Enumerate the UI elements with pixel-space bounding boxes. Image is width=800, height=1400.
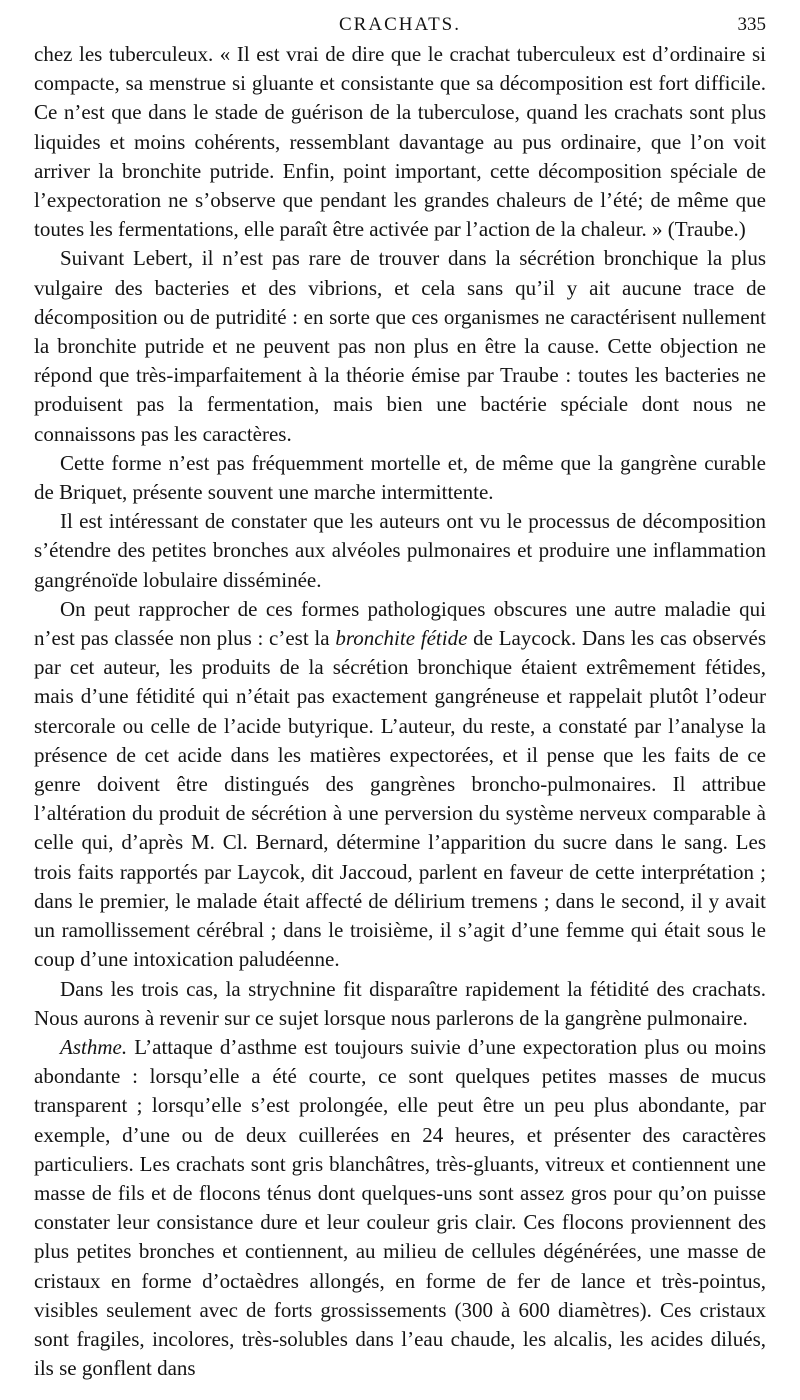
page-number: 335 bbox=[737, 14, 766, 35]
paragraph-text: Il est intéressant de constater que les auteurs ont vu le processus de décomposition s’étendre des petites bronches aux alvéoles pulmonaires et produire une inflammation gangrénoïde lobulaire disséminée. bbox=[34, 509, 766, 592]
paragraph-briquet bbox=[34, 449, 766, 507]
paragraph-decomposition bbox=[34, 507, 766, 595]
paragraph-text: chez les tuberculeux. « Il est vrai de dire que le crachat tuberculeux est d’ordinaire si compacte, sa menstrue si gluante et consistante que sa décomposition est fort difficile. Ce n’est que dans le stade de guérison de la tuberculose, quand les crachats sont plus liquides et moins cohérents, ressemblant davantage au pus ordinaire, que l’on voit arriver la bronchite putride. Enfin, point important, cette décomposition spéciale de l’expectoration ne s’observe que pendant les grandes chaleurs de l’été; de même que toutes les fermentations, elle paraît être activée par l’action de la chaleur. » (Traube.) bbox=[34, 42, 766, 242]
paragraph-text-after: L’attaque d’asthme est toujours suivie d’une expectoration plus ou moins abondante : lorsqu’elle a été courte, ce sont quelques petites masses de mucus transparent ; lorsqu’elle s’est prolongée, elle peut être un peu plus abondante, par exemple, d’une ou de deux cuillerées en 24 heures, et présenter des caractères particuliers. Les crachats sont gris blanchâtres, très-gluants, vitreux et contiennent une masse de fils et de flocons ténus dont quelques-uns sont assez gros pour qu’on puisse constater leur consistance dure et leur couleur gris clair. Ces flocons proviennent des plus petites bronches et contiennent, au milieu de cellules dégénérées, une masse de cristaux en forme d’octaèdres allongés, en forme de fer de lance et très-pointus, visibles seulement avec de forts grossissements (300 à 600 diamètres). Ces cristaux sont fragiles, incolores, très-solubles dans l’eau chaude, les alcalis, les acides dilués, ils se gonflent dans bbox=[34, 1034, 766, 1381]
body-text bbox=[34, 40, 766, 1383]
paragraph-lebert bbox=[34, 244, 766, 448]
paragraph-text: Dans les trois cas, la strychnine fit disparaître rapidement la fétidité des crachats. Nous aurons à revenir sur ce sujet lorsque nous parlerons de la gangrène pulmonaire. bbox=[34, 976, 766, 1030]
paragraph-text: Suivant Lebert, il n’est pas rare de trouver dans la sécrétion bronchique la plus vulgaire des bacteries et des vibrions, et cela sans qu’il y ait aucune trace de décomposition ou de putridité : en sorte que ces organismes ne caractérisent nullement la bronchite putride et ne peuvent pas non plus en être la cause. Cette objection ne répond que très-imparfaitement à la théorie émise par Traube : toutes les bacteries ne produisent pas la fermentation, mais bien une bactérie spéciale dont nous ne connaissons pas les caractères. bbox=[34, 246, 766, 446]
paragraph-asthme bbox=[34, 1033, 766, 1383]
italic-term-bronchite-fetide: bronchite fétide bbox=[335, 626, 468, 651]
paragraph-text: Cette forme n’est pas fréquemment mortelle et, de même que la gangrène curable de Briquet, présente souvent une marche intermittente. bbox=[34, 450, 766, 505]
running-title: CRACHATS. bbox=[339, 14, 461, 35]
paragraph-text-before: On peut rapprocher de ces formes pathologiques obscures une autre maladie qui n’est pas classée non plus : c’est la bbox=[34, 596, 766, 651]
paragraph-laycock bbox=[34, 595, 766, 975]
paragraph-strychnine bbox=[34, 975, 766, 1033]
paragraph-text-after: de Laycock. Dans les cas observés par cet auteur, les produits de la sécrétion bronchique étaient extrêmement fétides, mais d’une fétidité qui n’était pas exactement gangréneuse et rappelait plutôt l’odeur stercorale ou celle de l’acide butyrique. L’auteur, du reste, a constaté par l’analyse la présence de cet acide dans les matières expectorées, et il pense que les faits de ce genre doivent être distingués des gangrènes broncho-pulmonaires. Il attribue l’altération du produit de sécrétion à une perversion du système nerveux comparable à celle qui, d’après M. Cl. Bernard, détermine l’apparition du sucre dans le sang. Les trois faits rapportés par Laycok, dit Jaccoud, parlent en faveur de cette interprétation ; dans le premier, le malade était affecté de délirium tremens ; dans le second, il y avait un ramollissement cérébral ; dans le troisième, il s’agit d’une femme qui était sous le coup d’une intoxication paludéenne. bbox=[34, 626, 766, 972]
paragraph-traube-quote bbox=[34, 40, 766, 244]
section-heading-asthme: Asthme. bbox=[60, 1034, 128, 1059]
running-head bbox=[34, 0, 766, 40]
